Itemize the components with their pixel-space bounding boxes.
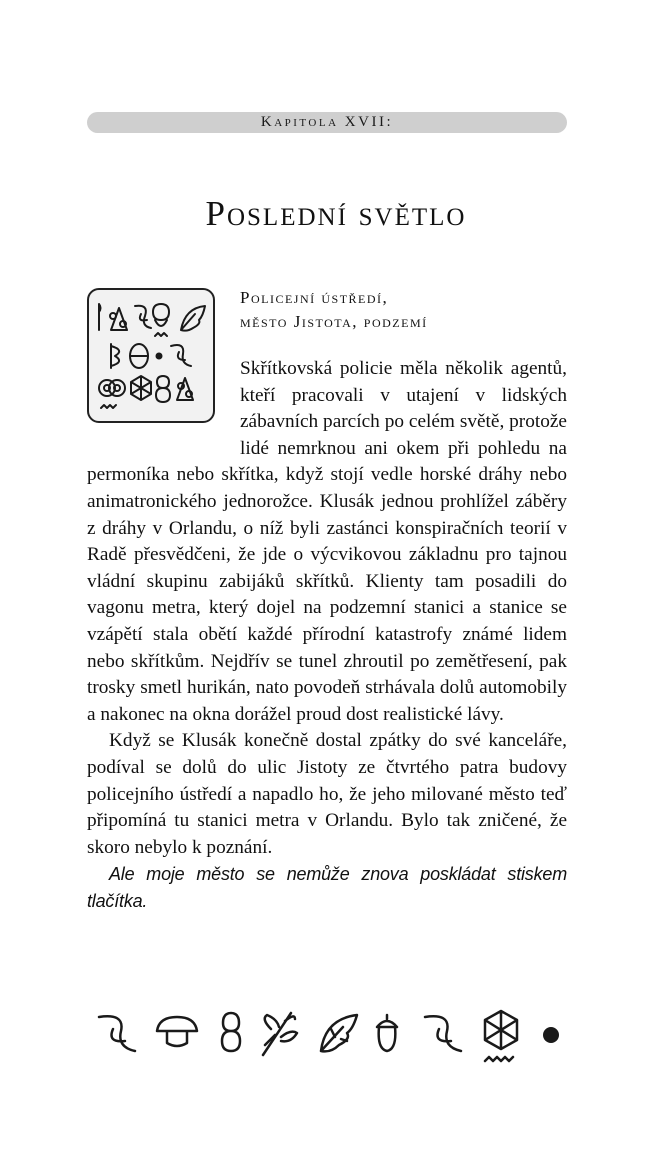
paragraph-2: Když se Klusák konečně dostal zpátky do své kanceláře, podíval se dolů do ulic Jistoty ze čtvrtého patra budovy policejního ústředí a napadlo ho, že jeho milované město teď připomíná tu stanici metra v Orlandu. Bylo tak zničené, že skoro nebylo k poznání. <box>87 730 567 858</box>
body-text <box>87 356 567 914</box>
paragraph-1: Skřítkovská policie měla několik agentů, kteří pracovali v utajení v lidských zábavních parcích po celém světě, protože lidé nemrknou ani okem při pohledu na permoníka nebo skřítka, když stojí vedle horské dráhy nebo animatronického jednorožce. Klusák jednou prohlížel záběry z dráhy v Orlandu, o níž byli zastánci konspiračních teorií v Radě přesvědčeni, že jde o výcvikovou základnu pro tajnou vládní skupinu zabijáků skřítků. Klienty tam posadili do vagonu metra, který dojel na podzemní stanici a stanice se vzápětí stala obětí každé přírodní katastrofy známé lidem nebo skřítkům. Nejdřív se tunel zhroutil po zemětřesení, pak trosky smetl hurikán, nato povodeň strhávala dolů automobily a nakonec na okna dorážel proud dost realistické lávy. <box>87 358 567 725</box>
dot-icon <box>543 1027 559 1043</box>
needle-glyph <box>99 304 101 330</box>
swirl-glyph <box>135 306 151 328</box>
chapter-title: Poslední světlo <box>205 194 467 233</box>
acorn-icon <box>377 1015 397 1051</box>
leaf-icon <box>321 1015 357 1051</box>
italic-paragraph: Ale moje město se nemůže znova poskládat stiskem tlačítka. <box>87 864 567 911</box>
eight-icon <box>222 1013 240 1051</box>
mushroom-icon <box>157 1017 197 1046</box>
spiral-icon <box>425 1016 461 1051</box>
float-spacer <box>87 356 240 436</box>
ornament-row <box>95 1005 575 1075</box>
chapter-label: Kapitola XVII: <box>260 114 394 130</box>
chapter-header-bar <box>87 112 567 133</box>
triangle-dots-glyph <box>110 308 127 330</box>
leaf-glyph <box>181 306 205 331</box>
swirl-icon <box>99 1016 135 1051</box>
acorn-glyph <box>153 304 169 326</box>
location-line-1: Policejní ústředí, <box>240 288 389 307</box>
dragonfly-icon <box>263 1013 297 1055</box>
location-line-2: město Jistota, podzemí <box>240 312 428 331</box>
location-subtitle <box>240 286 560 334</box>
hexagon-icon <box>485 1011 517 1061</box>
wave-glyph <box>155 333 167 336</box>
